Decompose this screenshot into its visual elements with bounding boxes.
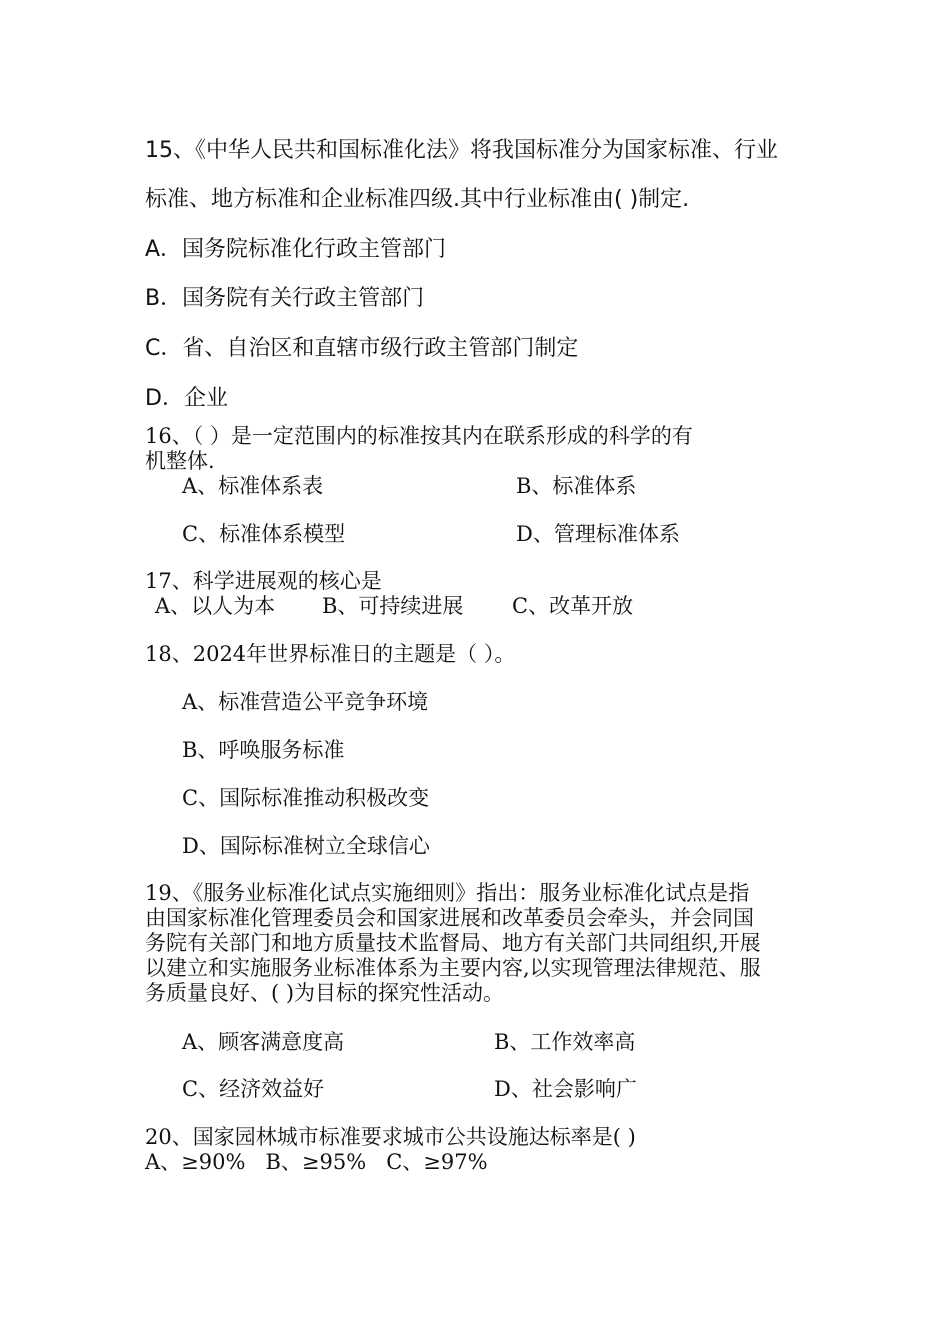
q15-stem-line-2: 标准、地方标准和企业标准四级.其中行业标准由( )制定. [145, 187, 690, 212]
q16-stem-line-1: 16、（ ）是一定范围内的标准按其内在联系形成的科学的有 [145, 424, 693, 448]
q16-option-d: D、管理标准体系 [516, 522, 680, 546]
q19-stem-line-4: 以建立和实施服务业标准体系为主要内容,以实现管理法律规范、服 [145, 956, 761, 980]
q18-option-d: D、国际标准树立全球信心 [182, 834, 430, 858]
q16-option-c: C、标准体系模型 [182, 522, 346, 546]
q16-option-a: A、标准体系表 [182, 474, 324, 498]
q19-option-c: C、经济效益好 [182, 1077, 325, 1101]
q17-option-c: C、改革开放 [512, 594, 634, 618]
q18-option-c: C、国际标准推动积极改变 [182, 786, 430, 810]
q16-stem-line-2: 机整体. [145, 449, 215, 473]
q16-option-b: B、标准体系 [516, 474, 637, 498]
q20-stem: 20、国家园林城市标准要求城市公共设施达标率是( ) [145, 1125, 636, 1149]
q15-option-b: B．国务院有关行政主管部门 [145, 286, 425, 311]
q17-stem: 17、科学进展观的核心是 [145, 569, 382, 593]
q18-option-b: B、呼唤服务标准 [182, 738, 345, 762]
q18-stem: 18、2024年世界标准日的主题是（ ）。 [145, 642, 516, 666]
q15-stem-line-1: 15、《中华人民共和国标准化法》将我国标准分为国家标准、行业 [145, 138, 778, 163]
q19-stem-line-5: 务质量良好、( )为目标的探究性活动。 [145, 981, 505, 1005]
q17-option-a: A、以人为本 [155, 594, 276, 618]
q19-option-d: D、社会影响广 [494, 1077, 637, 1101]
q18-option-a: A、标准营造公平竞争环境 [182, 690, 429, 714]
q15-option-a: A．国务院标准化行政主管部门 [145, 237, 447, 262]
q20-options: A、≥90% B、≥95% C、≥97% [145, 1150, 488, 1174]
q15-option-d: D．企业 [145, 386, 228, 411]
q19-stem-line-1: 19、《服务业标准化试点实施细则》指出：服务业标准化试点是指 [145, 881, 750, 905]
q19-stem-line-2: 由国家标准化管理委员会和国家进展和改革委员会牵头，并会同国 [145, 906, 754, 930]
q19-option-a: A、顾客满意度高 [182, 1030, 345, 1054]
q19-stem-line-3: 务院有关部门和地方质量技术监督局、地方有关部门共同组织,开展 [145, 931, 761, 955]
q17-option-b: B、可持续进展 [322, 594, 464, 618]
q19-option-b: B、工作效率高 [494, 1030, 636, 1054]
q15-option-c: C．省、自治区和直辖市级行政主管部门制定 [145, 336, 579, 361]
